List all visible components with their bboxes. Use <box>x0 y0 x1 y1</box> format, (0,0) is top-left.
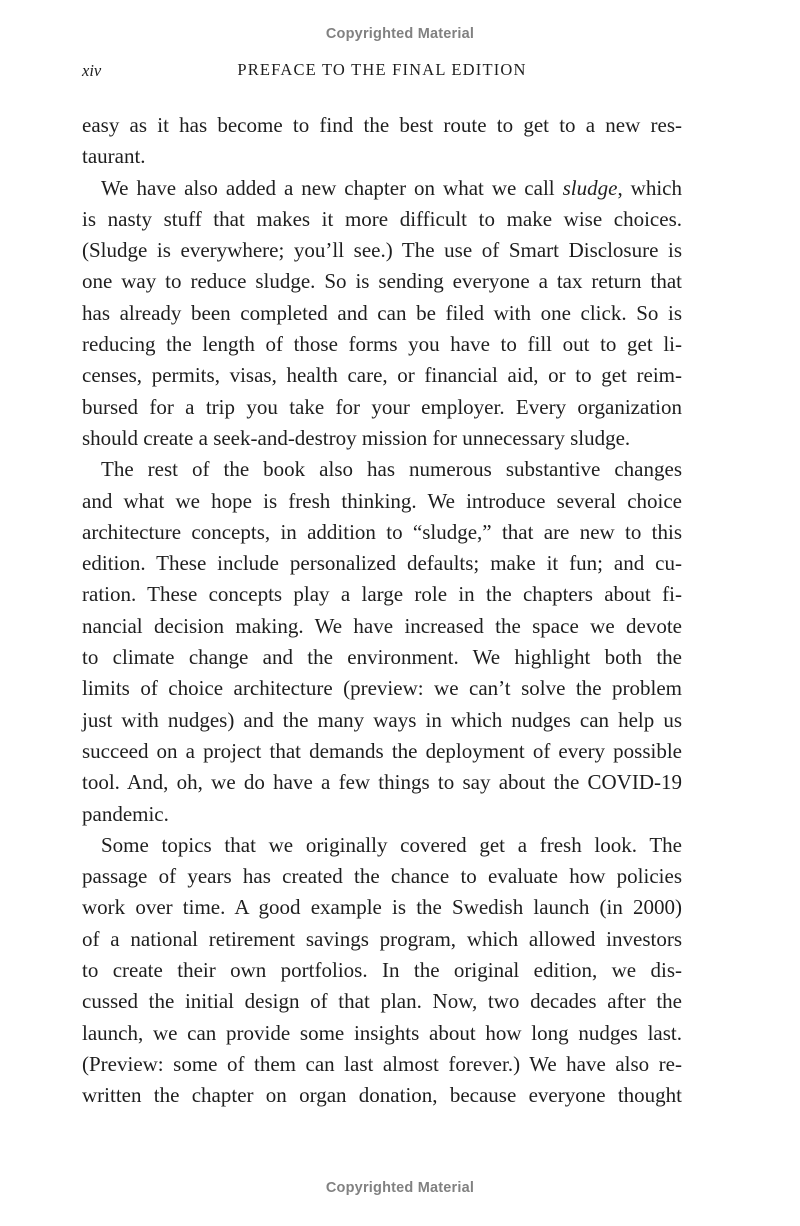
text-line: passage of years has created the chance to evaluate how policies <box>82 864 682 889</box>
text-line: The rest of the book also has numerous substantive changes <box>101 457 682 482</box>
text-line: We have also added a new chapter on what we call sludge, which <box>101 175 682 200</box>
running-header <box>82 60 682 82</box>
body-text <box>82 110 682 1112</box>
text-line: work over time. A good example is the Swedish launch (in 2000) <box>82 895 682 920</box>
copyright-notice-top: Copyrighted Material <box>325 26 475 42</box>
text-line: and what we hope is fresh thinking. We introduce several choice <box>82 488 682 513</box>
text-line: easy as it has become to find the best route to get to a new res- <box>82 113 682 137</box>
text-line: architecture concepts, in addition to “sludge,” that are new to this <box>82 519 682 544</box>
text-line: limits of choice architecture (preview: we can’t solve the problem <box>82 676 682 701</box>
text-line: pandemic. <box>82 801 169 826</box>
text-line: of a national retirement savings program, which allowed investors <box>82 926 682 951</box>
text-line: to create their own portfolios. In the original edition, we dis- <box>82 958 682 983</box>
text-line: nancial decision making. We have increased the space we devote <box>82 613 682 638</box>
text-line: is nasty stuff that makes it more difficult to make wise choices. <box>82 206 682 231</box>
text-line: (Sludge is everywhere; you’ll see.) The use of Smart Disclosure is <box>82 238 682 263</box>
text-line: Some topics that we originally covered get a fresh look. The <box>101 832 682 857</box>
page-number: xiv <box>82 61 102 80</box>
text-line: succeed on a project that demands the deployment of every possible <box>82 738 682 763</box>
text-line: one way to reduce sludge. So is sending everyone a tax return that <box>82 269 682 294</box>
text-line: edition. These include personalized defaults; make it fun; and cu- <box>82 551 682 576</box>
text-line: censes, permits, visas, health care, or financial aid, or to get reim- <box>82 363 682 388</box>
text-line: written the chapter on organ donation, because everyone thought <box>82 1083 682 1108</box>
text-line: to climate change and the environment. We highlight both the <box>82 645 682 670</box>
text-line: just with nudges) and the many ways in which nudges can help us <box>82 707 682 732</box>
text-line: launch, we can provide some insights about how long nudges last. <box>82 1020 682 1045</box>
text-line: should create a seek-and-destroy mission for unnecessary sludge. <box>82 425 631 450</box>
text-line: has already been completed and can be filed with one click. So is <box>82 300 682 325</box>
text-line: (Preview: some of them can last almost forever.) We have also re- <box>82 1051 682 1076</box>
text-line: tool. And, oh, we do have a few things to say about the COVID-19 <box>82 770 682 795</box>
text-line: reducing the length of those forms you have to fill out to get li- <box>82 332 682 357</box>
text-line: taurant. <box>82 144 146 169</box>
copyright-notice-bottom: Copyrighted Material <box>325 1180 475 1196</box>
text-line: cussed the initial design of that plan. Now, two decades after the <box>82 989 682 1014</box>
text-line: ration. These concepts play a large role in the chapters about fi- <box>82 582 682 607</box>
text-line: bursed for a trip you take for your employer. Every organization <box>82 394 682 419</box>
running-title: PREFACE TO THE FINAL EDITION <box>237 60 527 79</box>
